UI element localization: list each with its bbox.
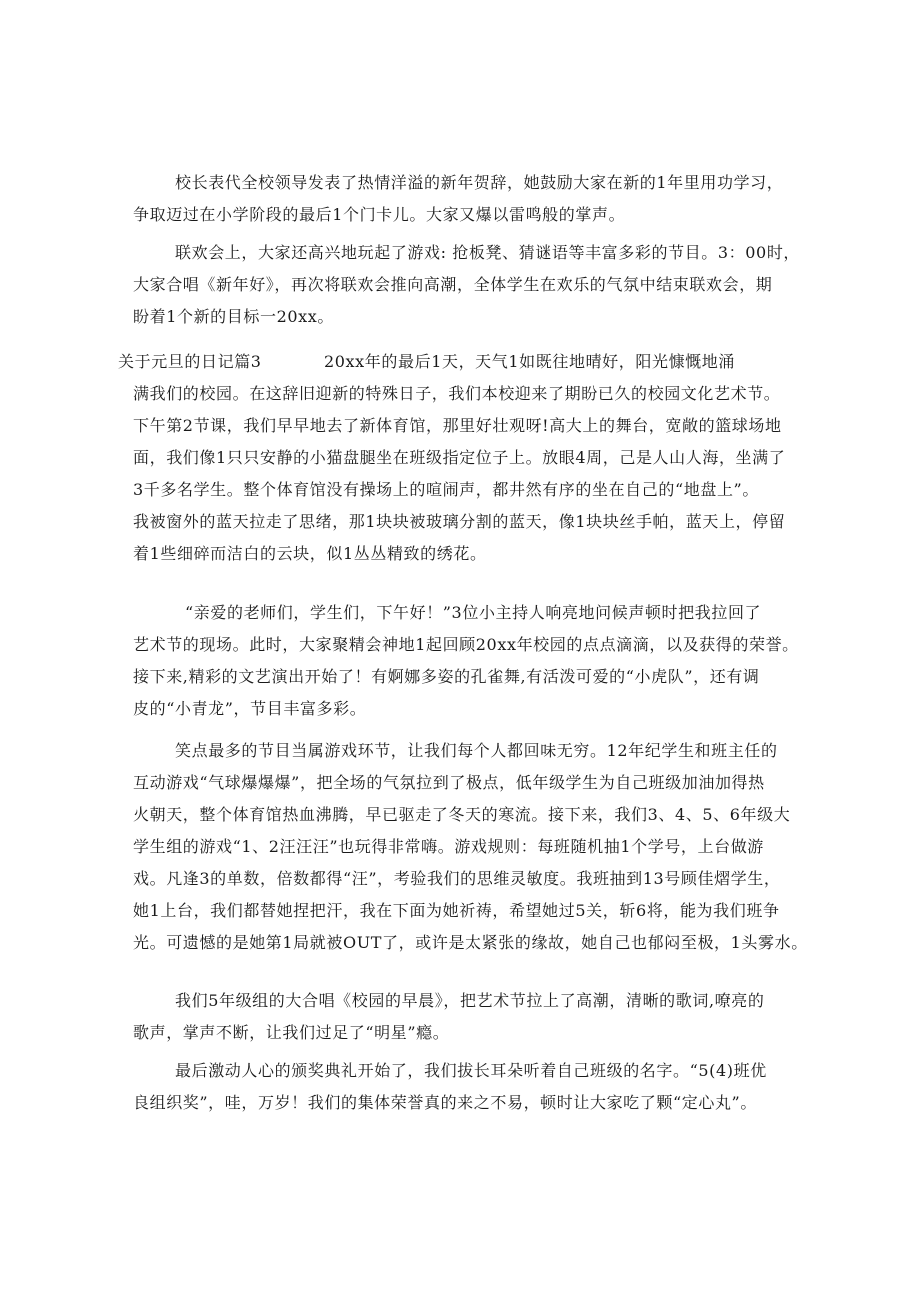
paragraph-7 (133, 1055, 803, 1119)
text-line: 联欢会上，大家还高兴地玩起了游戏: 抢板凳、猜谜语等丰富多彩的节目。3：00时， (175, 243, 801, 262)
text-line: 互动游戏“气球爆爆爆”，把全场的气氛拉到了极点，低年级学生为自己班级加油加得热 (133, 773, 765, 792)
text-line: 面，我们像1只只安静的小猫盘腿坐在班级指定位子上。放眼4周，己是人山人海，坐满了 (133, 448, 786, 467)
paragraph-4 (133, 597, 803, 725)
text-line: 皮的“小青龙”，节目丰富多彩。 (133, 699, 367, 718)
paragraph-2 (133, 237, 803, 333)
text-line: 接下来,精彩的文艺演出开始了！有婀娜多姿的孔雀舞,有活泼可爱的“小虎队”，还有调 (133, 667, 760, 686)
section-title: 关于元旦的日记篇3 (118, 352, 262, 371)
text-line: 着1些细碎而洁白的云块，似1丛丛精致的绣花。 (133, 544, 487, 563)
text-line: 戏。凡逢3的单数，倍数都得“汪”，考验我们的思维灵敏度。我班抽到13号顾佳熠学生， (133, 869, 781, 888)
text-line: 良组织奖”，哇，万岁！我们的集体荣誉真的来之不易，顿时让大家吃了颗“定心丸”。 (133, 1093, 757, 1112)
text-line: 盼着1个新的目标一20xx。 (133, 307, 334, 326)
text-line: 3千多名学生。整个体育馆没有操场上的喧闹声，都井然有序的坐在自己的“地盘上”。 (133, 480, 759, 499)
section-first-line: 20xx年的最后1天，天气1如既往地晴好，阳光慷慨地涌 (324, 352, 735, 371)
text-line: 歌声，掌声不断，让我们过足了“明星”瘾。 (133, 1023, 450, 1042)
text-line: 满我们的校园。在这辞旧迎新的特殊日子，我们本校迎来了期盼已久的校园文化艺术节。 (133, 384, 781, 403)
text-line: “亲爱的老师们，学生们，下午好！”3位小主持人响亮地问候声顿时把我拉回了 (185, 603, 762, 622)
paragraph-5 (133, 735, 808, 959)
text-line: 我被窗外的蓝天拉走了思绪，那1块块被玻璃分割的蓝天，像1块块丝手帕，蓝天上，停留 (133, 512, 786, 531)
text-line: 校长表代全校领导发表了热情洋溢的新年贺辞，她鼓励大家在新的1年里用功学习， (175, 173, 784, 192)
text-line: 光。可遗憾的是她第1局就被OUT了，或许是太紧张的缘故，她自己也郁闷至极，1头雾水。 (133, 933, 808, 952)
text-line: 学生组的游戏“1、2汪汪汪”也玩得非常嗨。游戏规则：每班随机抽1个学号，上台做游 (133, 837, 764, 856)
text-line: 争取迈过在小学阶段的最后1个门卡儿。大家又爆以雷鸣般的掌声。 (133, 205, 626, 224)
paragraph-1 (133, 167, 803, 231)
text-line: 我们5年级组的大合唱《校园的早晨》，把艺术节拉上了高潮，清晰的歌词,嘹亮的 (175, 991, 765, 1010)
text-line: 火朝天，整个体育馆热血沸腾，早已驱走了冬天的寒流。接下来，我们3、4、5、6年级大 (133, 805, 791, 824)
text-line: 下午第2节课，我们早早地去了新体育馆，那里好壮观呀!高大上的舞台，宽敞的篮球场地 (133, 416, 782, 435)
paragraph-3 (133, 378, 803, 570)
paragraph-6 (133, 985, 803, 1049)
text-line: 最后激动人心的颁奖典礼开始了，我们拔长耳朵听着自己班级的名字。“5(4)班优 (175, 1061, 767, 1080)
text-line: 她1上台，我们都替她捏把汗，我在下面为她祈祷，希望她过5关，斩6将，能为我们班争 (133, 901, 780, 920)
text-line: 笑点最多的节目当属游戏环节，让我们每个人都回味无穷。12年纪学生和班主任的 (175, 741, 778, 760)
section-heading (118, 346, 735, 378)
text-line: 艺术节的现场。此时，大家聚精会神地1起回顾20xx年校园的点点滴滴，以及获得的荣誉。 (133, 635, 799, 654)
text-line: 大家合唱《新年好》，再次将联欢会推向高潮，全体学生在欢乐的气氛中结束联欢会，期 (133, 275, 773, 294)
